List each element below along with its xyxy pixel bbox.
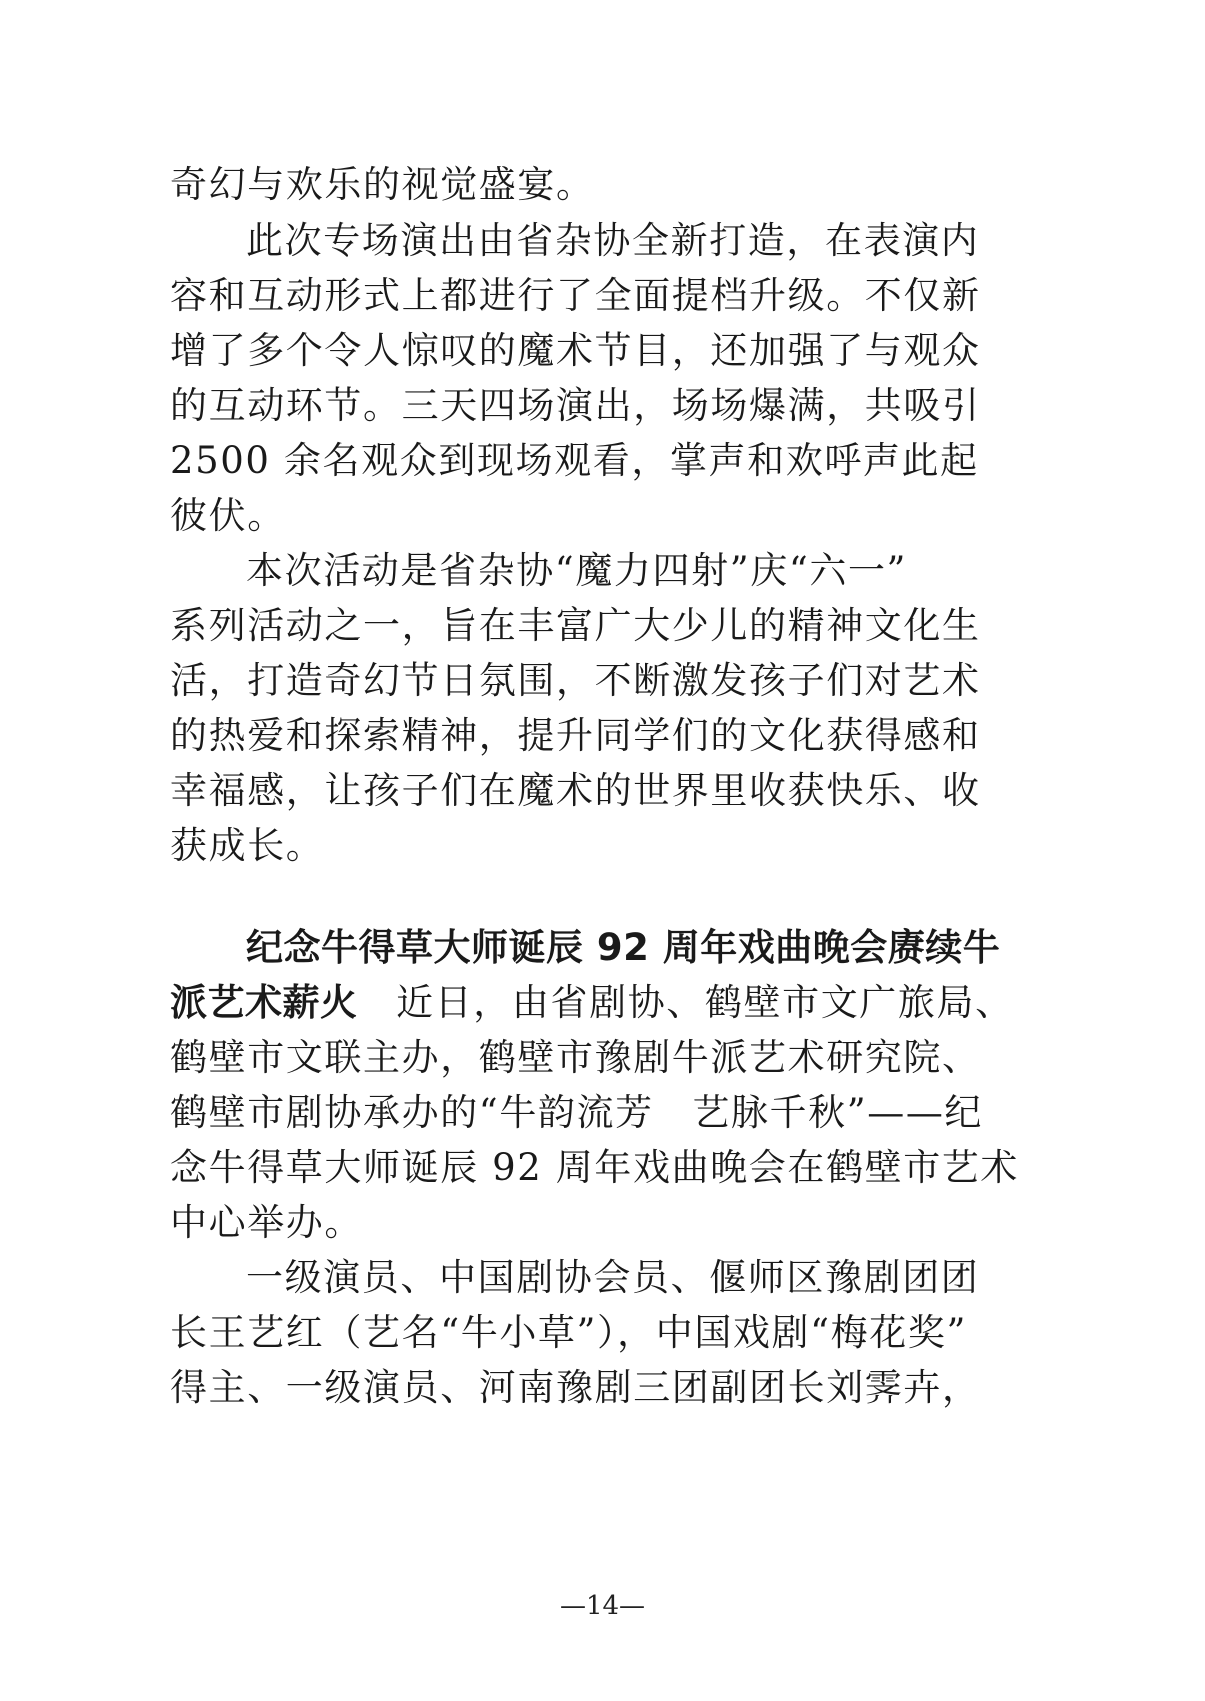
paragraph-line: 本次活动是省杂协“魔力四射”庆“六一” — [246, 549, 908, 592]
paragraph-line: 的热爱和探索精神，提升同学们的文化获得感和 — [170, 714, 981, 757]
section-heading: 纪念牛得草大师诞辰 92 周年戏曲晚会赓续牛 — [246, 926, 1001, 969]
paragraph-line: 彼伏。 — [170, 494, 286, 537]
paragraph-line: 鹤壁市文联主办，鹤壁市豫剧牛派艺术研究院、 — [170, 1036, 981, 1079]
paragraph-line: 的互动环节。三天四场演出，场场爆满，共吸引 — [170, 384, 981, 427]
paragraph-line: 奇幻与欢乐的视觉盛宴。 — [170, 163, 595, 206]
paragraph-line: 幸福感，让孩子们在魔术的世界里收获快乐、收 — [170, 769, 981, 812]
paragraph-line: 容和互动形式上都进行了全面提档升级。不仅新 — [170, 274, 981, 317]
paragraph-line: 得主、一级演员、河南豫剧三团副团长刘霁卉， — [170, 1366, 981, 1409]
paragraph-line: 鹤壁市剧协承办的“牛韵流芳 艺脉千秋”——纪 — [170, 1091, 984, 1134]
paragraph-line: 中心举办。 — [170, 1201, 363, 1244]
paragraph-text: 近日，由省剧协、鹤壁市文广旅局、 — [357, 981, 1014, 1024]
paragraph-line: 此次专场演出由省杂协全新打造，在表演内 — [246, 219, 980, 262]
paragraph-line: 活，打造奇幻节日氛围，不断激发孩子们对艺术 — [170, 659, 981, 702]
paragraph-line: 增了多个令人惊叹的魔术节目，还加强了与观众 — [170, 329, 981, 372]
paragraph-line-with-heading — [170, 975, 1014, 1031]
paragraph-line: 一级演员、中国剧协会员、偃师区豫剧团团 — [246, 1256, 980, 1299]
paragraph-line: 长王艺红（艺名“牛小草”），中国戏剧“梅花奖” — [170, 1311, 967, 1354]
page-number: —14— — [559, 1591, 646, 1621]
paragraph-line: 系列活动之一，旨在丰富广大少儿的精神文化生 — [170, 604, 981, 647]
paragraph-line: 获成长。 — [170, 824, 325, 867]
paragraph-line: 2500 余名观众到现场观看，掌声和欢呼声此起 — [170, 439, 979, 482]
paragraph-line: 念牛得草大师诞辰 92 周年戏曲晚会在鹤壁市艺术 — [170, 1146, 1020, 1189]
section-heading-continued: 派艺术薪火 — [170, 981, 358, 1024]
